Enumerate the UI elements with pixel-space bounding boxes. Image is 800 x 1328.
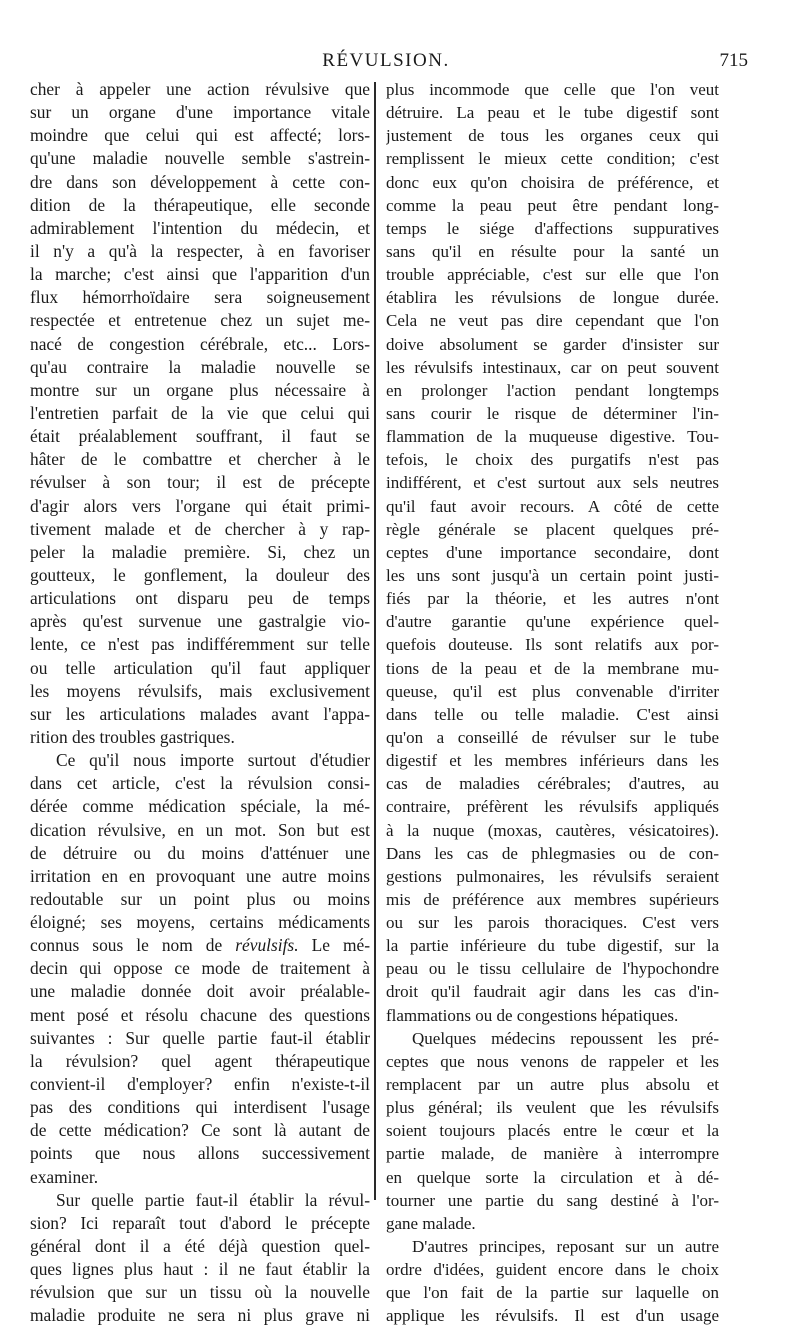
text-line: les uns sont jusqu'à un certain point justi-	[386, 565, 719, 585]
text-line: Cela ne veut pas dire cependant que l'on	[386, 311, 719, 331]
text-line: admirablement l'intention du médecin, et	[30, 217, 370, 238]
text-line: dre dans son développement à cette con-	[30, 171, 370, 192]
text-line: pas des conditions qui interdisent l'usage	[30, 1097, 370, 1118]
text-line: Sur quelle partie faut-il établir la révul-	[56, 1189, 370, 1210]
text-line: dérée comme médication spéciale, la mé-	[30, 796, 370, 817]
text-line: ordre d'idées, guident encore dans le choix	[386, 1260, 719, 1280]
text-line: applique les révulsifs. Il est d'un usage	[386, 1306, 719, 1326]
text-line: suivantes : Sur quelle partie faut-il établir	[30, 1027, 370, 1048]
text-line: moindre que celui qui est affecté; lors-	[30, 125, 370, 146]
text-line: la révulsion? quel agent thérapeutique	[30, 1050, 370, 1071]
text-line: dication révulsive, en un mot. Son but est	[30, 819, 370, 840]
text-line: sur un organe d'une importance vitale	[30, 102, 370, 123]
text-line: cher à appeler une action révulsive que	[30, 79, 370, 99]
text-line: il n'y a qu'à la respecter, à en favoriser	[30, 240, 370, 261]
text-line: après qu'est survenue une gastralgie vio-	[30, 611, 370, 632]
text-line: détruire. La peau et le tube digestif sont	[386, 103, 719, 123]
text-line: indifférent, et c'est surtout aux sels neutres	[386, 473, 719, 493]
text-line: éloigné; ses moyens, certains médicaments	[30, 912, 370, 933]
text-line: redoutable sur un point plus ou moins	[30, 888, 370, 909]
text-line: examiner.	[30, 1166, 99, 1187]
text-line: peau ou le tissu cellulaire de l'hypochondre	[386, 959, 719, 979]
text-line: plus incommode que celle que l'on veut	[386, 80, 719, 99]
text-line: en prolonger l'action pendant longtemps	[386, 380, 719, 400]
text-line: ceptes que nous venons de rappeler et les	[386, 1051, 719, 1071]
page-header	[24, 50, 748, 80]
text-line: contraire, préfèrent les révulsifs appliqués	[386, 797, 719, 817]
text-line: sans courir le risque de déterminer l'in-	[386, 403, 719, 423]
text-line: doive absolument se garder d'insister sur	[386, 334, 719, 354]
text-line: cas de maladies cérébrales; d'autres, au	[386, 774, 719, 794]
text-line: comme la peau peut être pendant long-	[386, 195, 719, 215]
text-line: révulser à son tour; il est de précepte	[30, 472, 370, 493]
text-line: remplacent par un autre plus absolu et	[386, 1075, 719, 1095]
left-column	[30, 78, 370, 1328]
text-line: goutteux, le gonflement, la douleur des	[30, 564, 370, 585]
text-line: ou sur les parois thoraciques. C'est vers	[386, 913, 719, 933]
text-line: que l'on fait de la partie sur laquelle on	[386, 1283, 719, 1303]
text-line: règle générale se placent quelques pré-	[386, 519, 719, 539]
text-line: Ce qu'il nous importe surtout d'étudier	[56, 750, 370, 771]
text-line: de détruire ou du moins d'atténuer une	[30, 842, 370, 863]
text-line: respectée et entretenue chez un sujet me-	[30, 310, 370, 331]
text-line: qu'il faut avoir recours. A côté de cette	[386, 496, 719, 516]
text-line: peler la maladie première. Si, chez un	[30, 541, 370, 562]
text-line: sur les articulations malades avant l'appa-	[30, 703, 370, 724]
text-line: la partie inférieure du tube digestif, sur la	[386, 936, 719, 956]
text-line: fiés par la théorie, et les autres n'ont	[386, 589, 719, 609]
text-line: établira les révulsions de longue durée.	[386, 288, 719, 308]
text-line: decin qui oppose ce mode de traitement à	[30, 958, 370, 979]
text-line: mis de préférence aux membres supérieurs	[386, 889, 719, 909]
text-line: lente, ce n'est pas indifféremment sur telle	[30, 634, 370, 655]
text-line: d'agir alors vers l'organe qui était primi-	[30, 495, 370, 516]
text-line: Quelques médecins repoussent les pré-	[412, 1028, 719, 1048]
running-title: RÉVULSION.	[322, 50, 450, 71]
text-line: en quelque sorte la circulation et à dé-	[386, 1167, 719, 1187]
text-line: dition de la thérapeutique, elle seconde	[30, 194, 370, 215]
text-line: nacé de congestion cérébrale, etc... Lors-	[30, 333, 370, 354]
text-line: la marche; c'est ainsi que l'apparition d'un	[30, 264, 370, 285]
text-line: dans cet article, c'est la révulsion consi-	[30, 773, 370, 794]
text-line: remplissent le mieux cette condition; c'est	[386, 149, 719, 169]
text-line: ment posé et résolu chacune des questions	[30, 1004, 370, 1025]
text-line: flammation de la muqueuse digestive. Tou-	[386, 427, 719, 447]
text-line: qu'une maladie nouvelle semble s'astrein-	[30, 148, 370, 169]
text-line: connus sous le nom de révulsifs. Le mé-	[30, 935, 370, 956]
text-line: flux hémorrhoïdaire sera soigneusement	[30, 287, 370, 308]
page-number: 715	[719, 50, 748, 71]
text-line: Dans les cas de phlegmasies ou de con-	[386, 843, 719, 863]
text-line: ou telle articulation qu'il faut appliquer	[30, 657, 370, 678]
text-line: D'autres principes, reposant sur un autre	[412, 1237, 719, 1257]
text-line: trouble appréciable, c'est sur elle que l'on	[386, 265, 719, 285]
text-line: ceptes d'une importance secondaire, dont	[386, 542, 719, 562]
text-line: hâter de le combattre et chercher à le	[30, 449, 370, 470]
text-line: queuse, qu'il est plus convenable d'irriter	[386, 681, 719, 701]
text-line: tourner une partie du sang destiné à l'or-	[386, 1190, 719, 1210]
text-line: quefois douteuse. Ils sont relatifs aux por-	[386, 635, 719, 655]
text-line: montre sur un organe plus nécessaire à	[30, 379, 370, 400]
text-line: ques lignes plus haut : il ne faut établir la	[30, 1259, 370, 1280]
text-line: une maladie donnée doit avoir préalable-	[30, 981, 370, 1002]
text-line: partie malade, de manière à interrompre	[386, 1144, 719, 1164]
text-line: flammations ou de congestions hépatiques.	[386, 1005, 679, 1025]
text-line: convient-il d'employer? enfin n'existe-t-il	[30, 1074, 370, 1095]
text-line: de cette médication? Ce sont là autant de	[30, 1120, 370, 1141]
text-line: gane malade.	[386, 1213, 476, 1233]
text-line: qu'on a conseillé de révulser sur le tube	[386, 727, 719, 747]
text-line: dans telle ou telle maladie. C'est ainsi	[386, 704, 719, 724]
text-line: digestif et les membres inférieurs dans les	[386, 751, 719, 771]
text-line: rition des troubles gastriques.	[30, 726, 235, 747]
text-line: droit qu'il faudrait agir dans les cas d'in-	[386, 982, 719, 1002]
text-line: tivement malade et de chercher à y rap-	[30, 518, 370, 539]
text-line: général dont il a été déjà question quel-	[30, 1236, 370, 1257]
text-line: justement de tous les organes ceux qui	[386, 126, 719, 146]
text-line: les révulsifs intestinaux, car on peut souvent	[386, 357, 719, 377]
text-line: révulsion que sur un tissu où la nouvelle	[30, 1282, 370, 1303]
text-line: sion? Ici reparaît tout d'abord le précepte	[30, 1212, 370, 1233]
text-line: qu'au contraire la maladie nouvelle se	[30, 356, 370, 377]
text-line: était préalablement souffrant, il faut se	[30, 426, 370, 447]
text-line: tefois, le choix des purgatifs n'est pas	[386, 450, 719, 470]
text-line: d'autre garantie qu'une expérience quel-	[386, 612, 719, 632]
text-line: donc eux qu'on choisira de préférence, et	[386, 172, 719, 192]
text-line: soient toujours placés entre le cœur et la	[386, 1121, 719, 1141]
text-line: l'entretien parfait de la vie que celui qui	[30, 402, 370, 423]
text-line: à la nuque (moxas, cautères, vésicatoires).	[386, 820, 719, 840]
text-line: gestions pulmonaires, les révulsifs seraient	[386, 866, 719, 886]
text-line: irritation en en provoquant une autre moins	[30, 865, 370, 886]
text-line: sans qu'il en résulte pour la santé un	[386, 241, 719, 261]
text-line: points que nous allons successivement	[30, 1143, 370, 1164]
text-line: articulations ont disparu peu de temps	[30, 588, 370, 609]
text-line: tions de la peau et de la membrane mu-	[386, 658, 719, 678]
text-line: temps le siége d'affections suppuratives	[386, 218, 719, 238]
text-line: les moyens révulsifs, mais exclusivement	[30, 680, 370, 701]
right-column	[386, 78, 719, 1328]
text-line: maladie produite ne sera ni plus grave ni	[30, 1305, 370, 1326]
column-divider	[374, 82, 376, 1200]
text-line: plus général; ils veulent que les révulsifs	[386, 1098, 719, 1118]
